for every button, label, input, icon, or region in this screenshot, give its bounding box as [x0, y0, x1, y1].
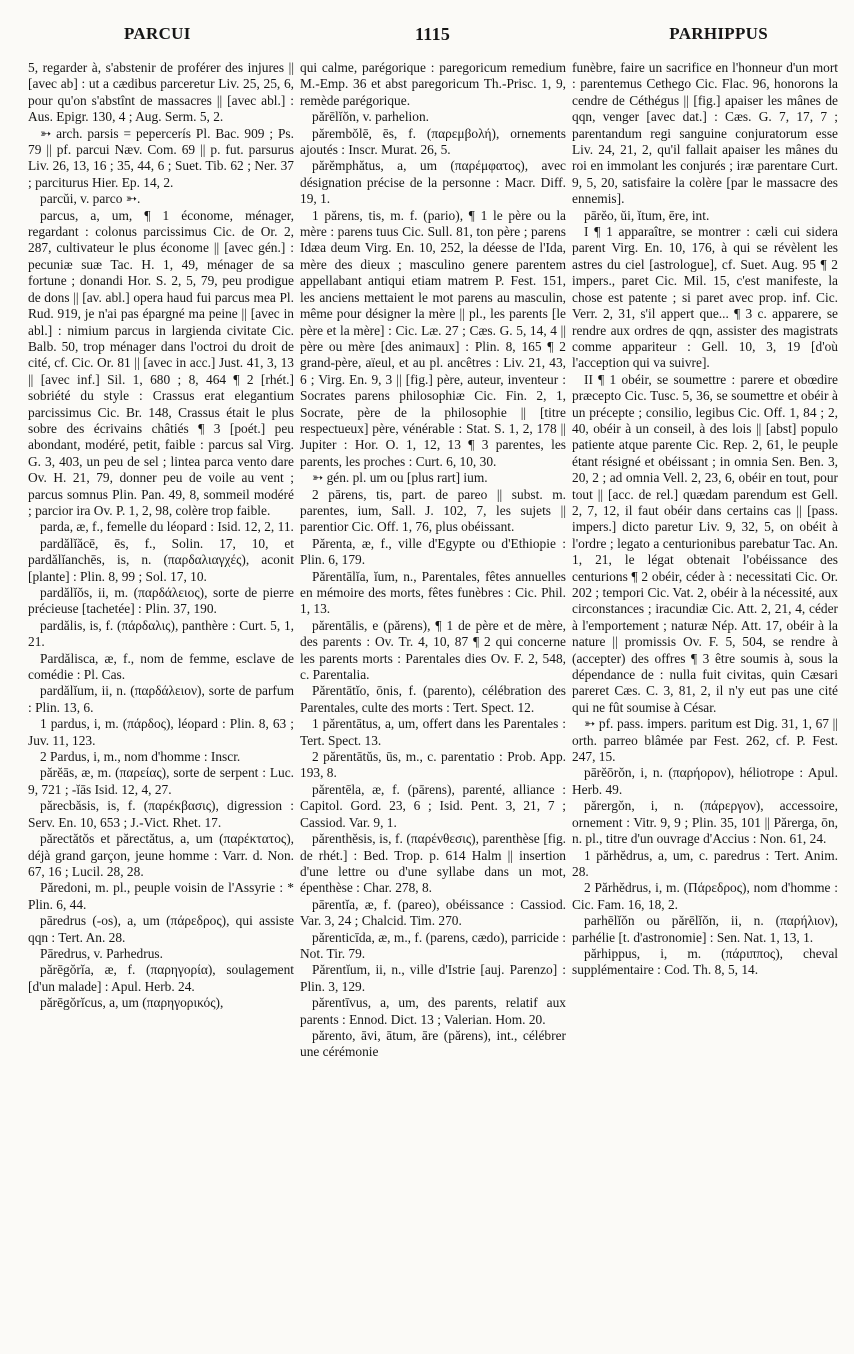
dictionary-entry: 2 părentātŭs, ūs, m., c. parentatio : Prob. App. 193, 8.: [300, 749, 566, 781]
dictionary-entry: I ¶ 1 apparaître, se montrer : cæli cui sidera parent Virg. En. 10, 176, à qui se révèlent les astres du ciel [astrologue], cf. Suet. Aug. 95 ¶ 2 impers., paret Cic. Mil. 15, c'est manifeste, la chose est patente ; si paret avec prop. inf. Cic. Verr. 2, 31, s'il appert que... ¶ 3 c. apparere, se rendre aux ordres de qqn, assister des magistrats comme appariteur : Gell. 10, 3, 19 [d'où l'acception qui va suivre].: [572, 224, 838, 371]
text-columns: [28, 60, 838, 1345]
dictionary-entry: Părentātĭo, ōnis, f. (parento), célébration des Parentales, culte des morts : Tert. Spect. 12.: [300, 683, 566, 715]
dictionary-entry: 1 părentātus, a, um, offert dans les Parentales : Tert. Spect. 13.: [300, 716, 566, 748]
running-head: [20, 24, 834, 50]
dictionary-entry: II ¶ 1 obéir, se soumettre : parere et obœdire præcepto Cic. Tusc. 5, 36, se soumettre et obéir à un précepte ; consilio, legibus Cic. Off. 1, 84 ; 2, 40, obéir à un conseil, à des lois || [abst] populo patiente atque parente Cic. Rep. 2, 61, le peuple étant résigné et obéissant ; in omnia Sen. Ben. 3, 20, 2 ; ad omnia Vell. 2, 23, 6, obéir en tout, pour tout || [acc. de rel.] quædam parendum est Gell. 2, 7, 12, il faut obéir dans certains cas || [pass. impers.] dicto paretur Liv. 9, 32, 5, on obéit à l'ordre ; legato a centurionibus parebatur Tac. An. 1, 21, le légat obtenait l'obéissance des centurions ¶ 2 obéir, céder à : necessitati Cic. Or. 202 ; tempori Cic. Vat. 2, obéir à la nécessité, aux circonstances ; iracundiæ Cic. Att. 2, 21, 4, céder à l'emportement ; naturæ Nép. Att. 17, obéir à la nature || promissis Ov. F. 5, 504, se rendre à (accepter) des offres ¶ 3 être soumis à, sous la dépendance de : nulla fuit civitas, quin Cæsari pareret Cæs. C. 3, 81, 2, il n'y eut pas une cité qui ne fût soumise à César.: [572, 371, 838, 715]
dictionary-entry: părectătŏs et părectătus, a, um (παρέκτατος), déjà grand garçon, jeune homme : Varr. d. Non. 67, 16 ; Lucil. 28, 28.: [28, 831, 294, 879]
dictionary-entry: 1 părhĕdrus, a, um, c. paredrus : Tert. Anim. 28.: [572, 847, 838, 879]
dictionary-entry: pardălis, is, f. (πάρδαλις), panthère : Curt. 5, 1, 21.: [28, 617, 294, 650]
dictionary-entry: părentālis, e (părens), ¶ 1 de père et de mère, des parents : Ov. Tr. 4, 10, 87 ¶ 2 qui concerne les parents morts : Parentales dies Ov. F. 2, 548, c. Parentalia.: [300, 617, 566, 683]
header-right-guideword: PARHIPPUS: [669, 24, 768, 43]
dictionary-entry: pardălĭăcē, ēs, f., Solin. 17, 10, et pardălĭanchēs, is, n. (παρδαλιαγχές), aconit [plante] : Plin. 8, 99 ; Sol. 17, 10.: [28, 535, 294, 584]
dictionary-entry: 2 Pardus, i, m., nom d'homme : Inscr.: [40, 749, 241, 765]
dictionary-entry: părergŏn, i, n. (πάρεργον), accessoire, ornement : Vitr. 9, 9 ; Plin. 35, 101 || Părerga, ōn, n. pl., titre d'un ouvrage d'Accius : Non. 61, 24.: [572, 798, 838, 847]
dictionary-entry: ➳ pf. pass. impers. paritum est Dig. 31, 1, 67 || orth. parreo blâmée par Fest. 262, cf. P. Fest. 247, 15.: [572, 716, 838, 765]
dictionary-entry: părentēla, æ, f. (pārens), parenté, alliance : Capitol. Gord. 23, 6 ; Isid. Pent. 3, 21, 7 ; Cassiod. Var. 9, 1.: [300, 781, 566, 830]
dictionary-entry: 2 pārens, tis, part. de pareo || subst. m. parentes, ium, Sall. J. 102, 7, les sujets || parentior Cic. Off. 1, 76, plus obéissant.: [300, 486, 566, 535]
column-1: [28, 60, 294, 1345]
dictionary-entry: parda, æ, f., femelle du léopard : Isid. 12, 2, 11.: [40, 519, 294, 535]
dictionary-entry: părēlĭŏn, v. parhelion.: [312, 109, 430, 125]
dictionary-entry: 2 Părhĕdrus, i, m. (Πάρεδρος), nom d'homme : Cic. Fam. 16, 18, 2.: [572, 880, 838, 912]
dictionary-entry: parcus, a, um, ¶ 1 économe, ménager, regardant : colonus parcissimus Cic. de Or. 2, 287, cultivateur le plus économe || [avec gén.] : pecuniæ suæ Tac. H. 1, 49, ménager de sa fortune ; donandi Hor. S. 2, 5, 79, peu prodigue de dons || [av. abl.] opera haud fui parcus mea Pl. Rud. 919, je n'ai pas épargné ma peine || [avec in abl.] : nimium parcus in largienda civitate Cic. Balb. 50, trop ménager dans l'octroi du droit de cité, cf. Cic. Or. 81 || [avec in acc.] Just. 41, 3, 13 || [avec inf.] Sil. 1, 680 ; 8, 464 ¶ 2 [rhét.] sobriété du style : Crassus erat elegantium parcissimus Cic. Br. 148, Crassus était le plus sobre des écrivains châtiés ¶ 3 [poét.] peu abondant, modéré, petit, faible : parcus sal Virg. G. 3, 403, un peu de sel ; lintea parca vento dare Ov. H. 21, 79, donner peu de voile au vent ; parcus somnus Plin. Pan. 49, 8, sommeil modéré ; parcior ira Ov. P. 1, 2, 98, colère trop faible.: [28, 207, 294, 518]
dictionary-entry: pardălĭŏs, ii, m. (παρδάλειος), sorte de pierre précieuse [tachetée] : Plin. 37, 190.: [28, 585, 294, 617]
dictionary-entry: ➳ arch. parsis = pepercerís Pl. Bac. 909 ; Ps. 79 || pf. parcui Næv. Com. 69 || p. fut. parsurus Liv. 26, 13, 16 ; 35, 44, 6 ; Suet. Tib. 62 ; Ner. 37 ; parciturus Hier. Ep. 14, 2.: [28, 125, 294, 190]
dictionary-entry: părēgŏrĭcus, a, um (παρηγορικός),: [40, 995, 224, 1011]
dictionary-entry: parhēlĭŏn ou părēlĭŏn, ii, n. (παρήλιον), parhélie [t. d'astronomie] : Sen. Nat. 1, 13, 1.: [572, 913, 838, 945]
dictionary-entry: părenthĕsis, is, f. (παρένθεσις), parenthèse [fig. de rhét.] : Bed. Trop. p. 614 Halm || insertion d'une lettre ou d'une syllabe dans un mot, épenthèse : Char. 278, 8.: [300, 831, 566, 896]
dictionary-entry: qui calme, parégorique : paregoricum remedium M.-Emp. 36 et abst paregoricum Th.-Prisc. 1, 9, remède parégorique.: [300, 60, 566, 108]
dictionary-entry: părĕās, æ, m. (παρείας), sorte de serpent : Luc. 9, 721 ; -ĭās Isid. 12, 4, 27.: [28, 765, 294, 797]
dictionary-entry: Pardălisca, æ, f., nom de femme, esclave de comédie : Pl. Cas.: [28, 650, 294, 683]
dictionary-entry: pārĕo, ŭi, ĭtum, ēre, int.: [584, 207, 710, 223]
column-2: [300, 60, 566, 1345]
dictionary-entry: părento, āvi, ātum, āre (părens), int., célébrer une cérémonie: [300, 1027, 566, 1060]
dictionary-entry: parcŭi, v. parco ➳.: [40, 191, 141, 207]
dictionary-entry: părenticīda, æ, m., f. (parens, cædo), parricide : Not. Tir. 79.: [300, 929, 566, 961]
dictionary-entry: Părentĭum, ii, n., ville d'Istrie [auj. Parenzo] : Plin. 3, 129.: [300, 962, 566, 994]
dictionary-entry: Părentālĭa, ĭum, n., Parentales, fêtes annuelles en mémoire des morts, fêtes funèbres : Cic. Phil. 1, 13.: [300, 568, 566, 617]
dictionary-entry: părĕmphătus, a, um (παρέμφατος), avec désignation précise de la personne : Macr. Diff. 19, 1.: [300, 158, 566, 207]
dictionary-entry: 1 părens, tis, m. f. (pario), ¶ 1 le père ou la mère : parens tuus Cic. Sull. 81, ton père ; parens Idæa deum Virg. En. 10, 252, la déesse de l'Ida, mère des dieux ; masculino genere parentem appellabant antiqui etiam matrem P. Fest. 151, les anciens mettaient le mot parens au masculin, même pour désigner la mère || pl., les parents [le père et la mère] : Cic. Læ. 27 ; Cæs. G. 5, 14, 4 || père ou mère [des animaux] : Plin. 8, 165 ¶ 2 grand-père, aïeul, et au pl. ancêtres : Liv. 21, 43, 6 ; Virg. En. 9, 3 || [fig.] père, auteur, inventeur : Socrates parens philosophiæ Cic. Fin. 2, 1, Socrate, père de la philosophie || [titre respectueux] père, vénérable : Stat. S. 1, 2, 178 || Jupiter : Hor. O. 1, 12, 13 ¶ 3 parentes, les parents, les proches : Curt. 6, 10, 30.: [300, 207, 566, 469]
dictionary-entry: pārĕōrŏn, i, n. (παρήορον), héliotrope : Apul. Herb. 49.: [572, 765, 838, 797]
column-3: [572, 60, 838, 1345]
dictionary-entry: funèbre, faire un sacrifice en l'honneur d'un mort : parentemus Cethego Cic. Flac. 96, honorons la cendre de Céthégus || [fig.] apaiser les mânes de qqn, venger [avec dat.] : Cæs. G. 7, 17, 7 ; parentandum regi sanguine conjuratorum esse Liv. 24, 21, 2, qu'il fallait apaiser les mânes du roi en immolant les conjurés ; iræ parentare Curt. 9, 5, 20, satisfaire la colère [par le massacre des ennemis].: [572, 60, 838, 207]
dictionary-entry: pardălĭum, ii, n. (παρδάλειον), sorte de parfum : Plin. 13, 6.: [28, 683, 294, 715]
dictionary-entry: Pāredrus, v. Parhedrus.: [40, 945, 163, 961]
header-left-guideword: PARCUI: [124, 24, 191, 43]
dictionary-entry: ➳ gén. pl. um ou [plus rart] ium.: [312, 470, 488, 486]
dictionary-entry: Părenta, æ, f., ville d'Egypte ou d'Ethiopie : Plin. 6, 179.: [300, 535, 566, 568]
dictionary-entry: 1 pardus, i, m. (πάρδος), léopard : Plin. 8, 63 ; Juv. 11, 123.: [28, 716, 294, 748]
dictionary-entry: pāredrus (-os), a, um (πάρεδρος), qui assiste qqn : Tert. An. 28.: [28, 913, 294, 945]
dictionary-entry: părembŏlē, ēs, f. (παρεμβολή), ornements ajoutés : Inscr. Murat. 26, 5.: [300, 125, 566, 158]
dictionary-entry: părhippus, i, m. (πάριππος), cheval supplémentaire : Cod. Th. 8, 5, 14.: [572, 945, 838, 978]
page-number: 1115: [415, 24, 451, 44]
dictionary-entry: părecbăsis, is, f. (παρέκβασις), digression : Serv. En. 10, 653 ; J.-Vict. Rhet. 17.: [28, 798, 294, 830]
dictionary-entry: părentīvus, a, um, des parents, relatif aux parents : Ennod. Dict. 13 ; Valerian. Hom. 20.: [300, 995, 566, 1027]
dictionary-entry: Păredoni, m. pl., peuple voisin de l'Assyrie : * Plin. 6, 44.: [28, 880, 294, 912]
dictionary-entry: 5, regarder à, s'abstenir de proférer des injures || [avec ab] : ut a cædibus parceretur Liv. 25, 25, 6, pour qu'on s'abstînt de massacres || [avec abl.] : Aus. Epigr. 130, 4 ; Aug. Serm. 5, 2.: [28, 60, 294, 125]
dictionary-entry: părēgŏrĭa, æ, f. (παρηγορία), soulagement [d'un malade] : Apul. Herb. 24.: [28, 962, 294, 994]
dictionary-entry: pārentĭa, æ, f. (pareo), obéissance : Cassiod. Var. 3, 24 ; Chalcid. Tim. 270.: [300, 896, 566, 929]
